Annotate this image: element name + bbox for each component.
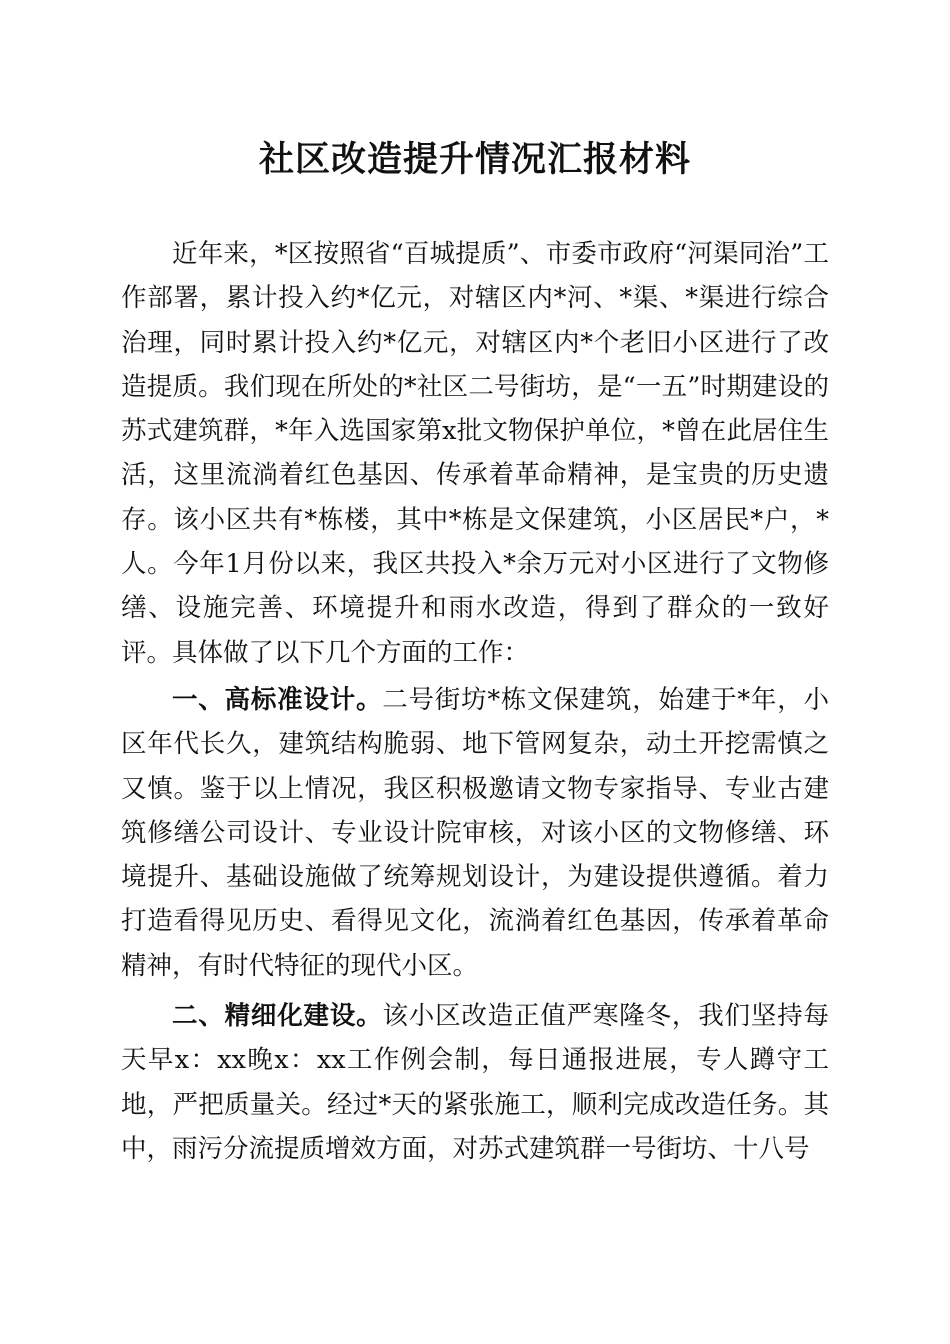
section-1-heading: 一、高标准设计。 xyxy=(172,684,383,715)
paragraph-section-1 xyxy=(121,678,829,988)
section-1-text: 二号街坊*栋文保建筑，始建于*年，小区年代长久，建筑结构脆弱、地下管网复杂，动土开挖需慎之又慎。鉴于以上情况，我区积极邀请文物专家指导、专业古建筑修缮公司设计、专业设计院审核，对该小区的文物修缮、环境提升、基础设施做了统筹规划设计，为建设提供遵循。着力打造看得见历史、看得见文化，流淌着红色基因，传承着革命精神，有时代特征的现代小区。 xyxy=(121,684,829,981)
paragraph-intro xyxy=(121,232,829,675)
document-body xyxy=(121,232,829,1171)
section-2-text: 该小区改造正值严寒隆冬，我们坚持每天早x：xx晚x：xx工作例会制，每日通报进展，专人蹲守工地，严把质量关。经过*天的紧张施工，顺利完成改造任务。其中，雨污分流提质增效方面，对苏式建筑群一号街坊、十八号 xyxy=(121,1001,829,1164)
paragraph-section-2 xyxy=(121,994,829,1171)
section-2-heading: 二、精细化建设。 xyxy=(172,1001,383,1032)
paragraph-intro-text: 近年来，*区按照省“百城提质”、市委市政府“河渠同治”工作部署，累计投入约*亿元，对辖区内*河、*渠、*渠进行综合治理，同时累计投入约*亿元，对辖区内*个老旧小区进行了改造提质。我们现在所处的*社区二号街坊，是“一五”时期建设的苏式建筑群，*年入选国家第x批文物保护单位，*曾在此居住生活，这里流淌着红色基因、传承着革命精神，是宝贵的历史遗存。该小区共有*栋楼，其中*栋是文保建筑，小区居民*户，*人。今年1月份以来，我区共投入*余万元对小区进行了文物修缮、设施完善、环境提升和雨水改造，得到了群众的一致好评。具体做了以下几个方面的工作： xyxy=(121,239,829,668)
document-title: 社区改造提升情况汇报材料 xyxy=(258,139,691,180)
